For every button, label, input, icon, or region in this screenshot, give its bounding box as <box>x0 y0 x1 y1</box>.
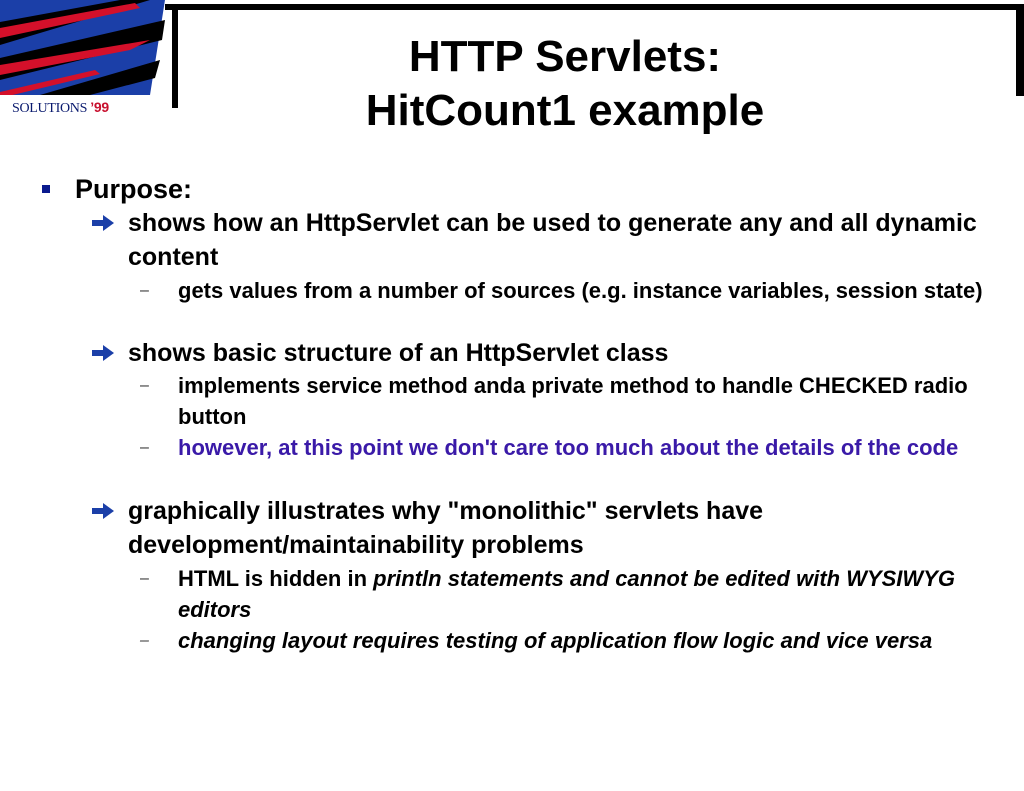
title-line-2: HitCount1 example <box>365 86 765 135</box>
dash-bullet-icon: – <box>140 377 149 394</box>
point-2-text: shows basic structure of an HttpServlet class <box>128 339 669 367</box>
point-2-sub-2-text: however, at this point we don't care too much about the details of the code <box>178 435 959 460</box>
slide-title <box>180 30 950 138</box>
point-3-sub-2 <box>140 625 998 656</box>
point-3-sub-1-italic: println statements and cannot be edited with WYSIWYG editors <box>178 566 955 622</box>
arrow-right-icon <box>90 501 116 521</box>
header-left-rule <box>172 10 178 108</box>
square-bullet-icon <box>42 185 50 193</box>
header-right-rule <box>1016 4 1024 96</box>
point-3-sub-1 <box>140 563 998 625</box>
logo-year: ’99 <box>90 99 109 115</box>
solutions-99-logo <box>0 0 175 125</box>
dash-bullet-icon: – <box>140 282 149 299</box>
point-1 <box>128 206 998 274</box>
logo-word: SOLUTIONS <box>12 101 88 116</box>
bullet-purpose <box>75 172 192 206</box>
point-2-sub-2 <box>140 432 998 463</box>
purpose-label: Purpose: <box>75 174 193 204</box>
point-3-sub-2-text: changing layout requires testing of application flow logic and vice versa <box>178 628 933 653</box>
header-top-rule <box>165 4 1024 10</box>
point-1-sub-1-text: gets values from a number of sources (e.g. instance variables, session state) <box>178 278 983 303</box>
dash-bullet-icon: – <box>140 632 149 649</box>
dash-bullet-icon: – <box>140 570 149 587</box>
point-2-sub-1 <box>140 370 998 432</box>
point-2 <box>128 336 998 370</box>
point-1-sub-1 <box>140 275 998 306</box>
point-3 <box>128 494 998 562</box>
point-3-text: graphically illustrates why "monolithic" servlets have development/maintainability problems <box>128 497 764 559</box>
logo-text <box>12 99 109 117</box>
point-1-text: shows how an HttpServlet can be used to generate any and all dynamic content <box>128 209 977 271</box>
point-3-sub-1-plain: HTML is hidden in <box>178 566 374 591</box>
arrow-right-icon <box>90 343 116 363</box>
dash-bullet-icon: – <box>140 439 149 456</box>
point-2-sub-1-text: implements service method anda private method to handle CHECKED radio button <box>178 373 968 429</box>
title-line-1: HTTP Servlets: <box>408 32 722 81</box>
arrow-right-icon <box>90 213 116 233</box>
